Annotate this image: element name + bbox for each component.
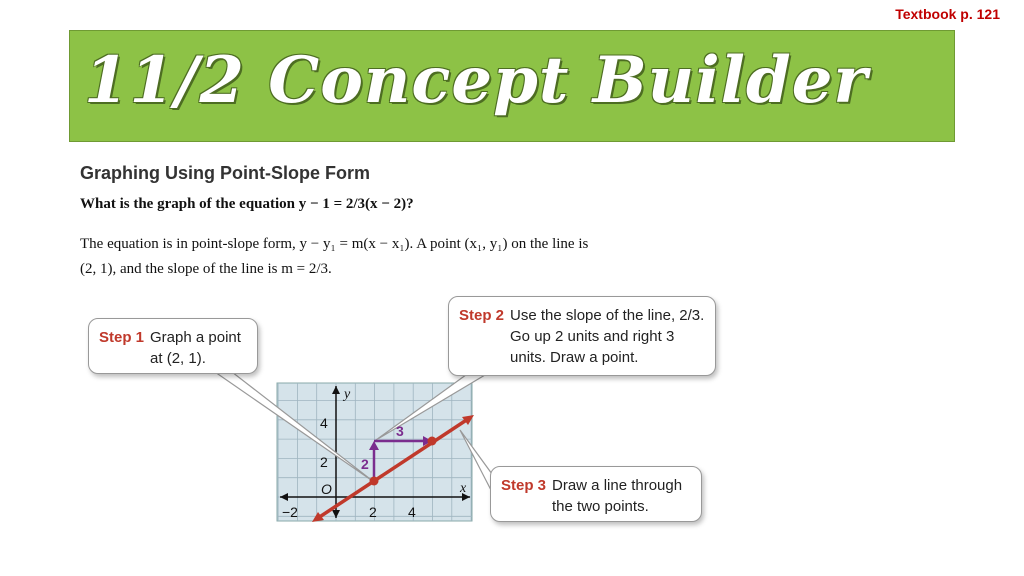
textbook-page-ref: Textbook p. 121 (895, 6, 1000, 22)
explanation-line-2: (2, 1), and the slope of the line is m = 2/3. (80, 261, 332, 277)
section-heading: Graphing Using Point-Slope Form (80, 163, 370, 183)
explanation-line-1: The equation is in point-slope form, y − y₁ = m(x − x₁). A point (x₁, y₁) on the line is (80, 236, 589, 252)
page-title: 11/2 Concept Builder (84, 43, 869, 118)
step2-text: Use the slope of the line, 2/3. Go up 2 units and right 3 units. Draw a point. (510, 307, 705, 366)
step3-callout (490, 466, 702, 522)
x-tick-neg2: −2 (282, 504, 298, 520)
x-tick-2: 2 (369, 504, 377, 520)
step3-label: Step 3 (501, 477, 547, 494)
x-axis-label: x (460, 481, 467, 496)
run-label: 3 (396, 423, 404, 439)
y-tick-4: 4 (320, 415, 328, 431)
step3-text: Draw a line through the two points. (552, 477, 683, 515)
step1-text: Graph a point at (2, 1). (150, 329, 241, 367)
step2-callout (448, 296, 716, 376)
rise-label: 2 (361, 456, 369, 472)
x-tick-4: 4 (408, 504, 416, 520)
origin-label: O (321, 481, 332, 497)
y-axis-label: y (344, 387, 351, 402)
point-2-1 (370, 477, 379, 486)
y-tick-2: 2 (320, 454, 328, 470)
step1-label: Step 1 (99, 329, 145, 346)
point-5-3 (428, 437, 437, 446)
step1-callout (88, 318, 258, 374)
question-text: What is the graph of the equation y − 1 = 2/3(x − 2)? (80, 196, 414, 212)
step2-label: Step 2 (459, 307, 505, 324)
